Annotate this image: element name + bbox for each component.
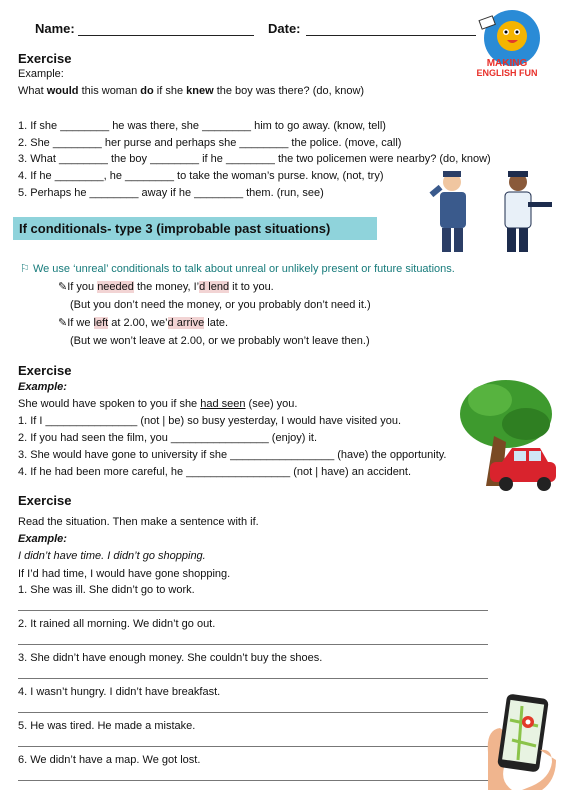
answer-line[interactable]	[18, 610, 488, 611]
exercise-2-example-label: Example:	[18, 381, 67, 393]
phone-map-illustration	[482, 690, 557, 790]
exercise-1-example-label: Example:	[18, 68, 64, 80]
answer-line[interactable]	[18, 678, 488, 679]
exercise-1-example: What would this woman do if she knew the boy was there? (do, know)	[18, 85, 365, 97]
exercise-2-item: 3. She would have gone to university if she _________________ (have) the opportunity.	[18, 449, 447, 461]
exercise-2-item: 1. If I _______________ (not | be) so busy yesterday, I would have visited you.	[18, 415, 402, 427]
answer-line[interactable]	[18, 712, 488, 713]
exercise-3-item: 1. She was ill. She didn’t go to work.	[18, 584, 195, 596]
exercise-3-example-situation: I didn’t have time. I didn’t go shopping.	[18, 550, 206, 562]
rule-example-1: ✎If you needed the money, I’d lend it to you.	[58, 281, 274, 293]
exercise-2-title: Exercise	[18, 363, 72, 378]
tree-car-accident-illustration	[450, 376, 560, 500]
date-label: Date:	[268, 21, 301, 36]
exercise-3-item: 3. She didn’t have enough money. She couldn’t buy the shoes.	[18, 652, 323, 664]
exercise-1-item: 5. Perhaps he ________ away if he ________ them. (run, see)	[18, 187, 324, 199]
exercise-3-item: 6. We didn’t have a map. We got lost.	[18, 754, 201, 766]
making-english-fun-logo	[462, 6, 552, 82]
answer-line[interactable]	[18, 746, 488, 747]
exercise-3-item: 4. I wasn’t hungry. I didn’t have breakfast.	[18, 686, 221, 698]
logo-text-1: MAKING	[486, 58, 528, 69]
pencil-icon: ✎	[58, 281, 68, 293]
exercise-1-item: 1. If she ________ he was there, she ________ him to go away. (know, tell)	[18, 120, 386, 132]
exercise-1-title: Exercise	[18, 51, 72, 66]
exercise-2-item: 4. If he had been more careful, he _________________ (not | have) an accident.	[18, 466, 412, 478]
answer-line[interactable]	[18, 644, 488, 645]
name-label: Name:	[35, 21, 75, 36]
exercise-3-title: Exercise	[18, 493, 72, 508]
exercise-3-instruction: Read the situation. Then make a sentence with if.	[18, 516, 259, 528]
section-banner: If conditionals- type 3 (improbable past situations)	[13, 217, 377, 240]
exercise-2-example: She would have spoken to you if she had seen (see) you.	[18, 398, 298, 410]
rule-example-2: ✎If we left at 2.00, we’d arrive late.	[58, 317, 229, 329]
pencil-icon: ✎	[58, 317, 68, 329]
police-officers-illustration	[420, 168, 560, 254]
logo-text-2: ENGLISH FUN	[476, 68, 538, 78]
rule-example-1-note: (But you don’t need the money, or you probably don’t need it.)	[70, 299, 371, 311]
rule-example-2-note: (But we won’t leave at 2.00, or we probably won’t leave then.)	[70, 335, 370, 347]
date-field[interactable]	[306, 35, 476, 36]
exercise-3-item: 5. He was tired. He made a mistake.	[18, 720, 196, 732]
exercise-1-item: 4. If he ________, he ________ to take the woman’s purse. know, (not, try)	[18, 170, 384, 182]
exercise-1-item: 3. What ________ the boy ________ if he ________ the two policemen were nearby? (do, know)	[18, 153, 491, 165]
exercise-3-item: 2. It rained all morning. We didn’t go out.	[18, 618, 216, 630]
flag-icon: ⚐	[20, 263, 30, 275]
rule-text: ⚐ We use ‘unreal’ conditionals to talk about unreal or unlikely present or future situations.	[20, 263, 455, 275]
answer-line[interactable]	[18, 780, 488, 781]
exercise-3-example-label: Example:	[18, 533, 67, 545]
exercise-2-item: 2. If you had seen the film, you ________________ (enjoy) it.	[18, 432, 318, 444]
name-field[interactable]	[78, 35, 254, 36]
exercise-3-example-answer: If I’d had time, I would have gone shopping.	[18, 568, 231, 580]
exercise-1-item: 2. She ________ her purse and perhaps she ________ the police. (move, call)	[18, 137, 402, 149]
